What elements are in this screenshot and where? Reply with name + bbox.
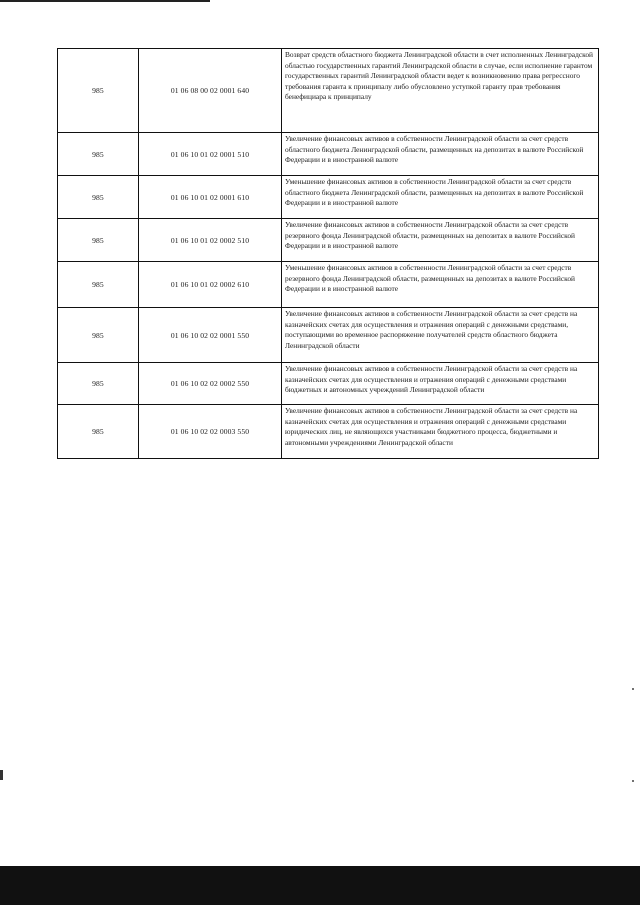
budget-codes-table	[57, 48, 599, 459]
admin-code-cell: 985	[58, 262, 139, 308]
table-row	[58, 219, 599, 262]
budget-classification-code-cell: 01 06 10 01 02 0002 610	[139, 262, 282, 308]
budget-classification-code-cell: 01 06 10 02 02 0003 550	[139, 405, 282, 459]
table-row	[58, 133, 599, 176]
description-cell: Уменьшение финансовых активов в собственности Ленинградской области за счет средств областного бюджета Ленинградской области, размещенных на депозитах в валюте Российской Федерации и в иностранной валюте	[282, 176, 599, 219]
scan-margin-mark	[0, 770, 3, 780]
description-cell: Увеличение финансовых активов в собственности Ленинградской области за счет средств областного бюджета Ленинградской области, размещенных на депозитах в валюте Российской Федерации и в иностранной валюте	[282, 133, 599, 176]
admin-code-cell: 985	[58, 133, 139, 176]
scan-top-rule	[0, 0, 210, 2]
table-row	[58, 176, 599, 219]
table-row	[58, 363, 599, 405]
description-cell: Увеличение финансовых активов в собственности Ленинградской области за счет средств на казначейских счетах для осуществления и отражения операций с денежными средствами юридических лиц, не являющихся участниками бюджетного процесса, бюджетными и автономными учреждениями Ленинградской области	[282, 405, 599, 459]
table-row	[58, 49, 599, 133]
scan-bottom-bar	[0, 866, 640, 905]
scan-speck	[632, 780, 634, 782]
admin-code-cell: 985	[58, 49, 139, 133]
description-cell: Уменьшение финансовых активов в собственности Ленинградской области за счет средств резервного фонда Ленинградской области, размещенных на депозитах в валюте Российской Федерации и в иностранной валюте	[282, 262, 599, 308]
description-cell: Возврат средств областного бюджета Ленинградской области в счет исполненных Ленинградской областью государственных гарантий Ленинградской области в случае, если исполнение гарантом государственных гарантий Ленинградской области ведет к возникновению права регрессного требования гаранта к принципалу либо обусловлено уступкой гаранту прав требования бенефициара к принципалу	[282, 49, 599, 133]
budget-classification-code-cell: 01 06 08 00 02 0001 640	[139, 49, 282, 133]
admin-code-cell: 985	[58, 308, 139, 363]
description-cell: Увеличение финансовых активов в собственности Ленинградской области за счет средств на казначейских счетах для осуществления и отражения операций с денежными средствами бюджетных и автономных учреждений Ленинградской области	[282, 363, 599, 405]
admin-code-cell: 985	[58, 219, 139, 262]
table-row	[58, 308, 599, 363]
budget-classification-code-cell: 01 06 10 02 02 0002 550	[139, 363, 282, 405]
budget-classification-code-cell: 01 06 10 01 02 0002 510	[139, 219, 282, 262]
table-row	[58, 405, 599, 459]
admin-code-cell: 985	[58, 405, 139, 459]
scan-speck	[632, 688, 634, 690]
budget-classification-code-cell: 01 06 10 01 02 0001 610	[139, 176, 282, 219]
description-cell: Увеличение финансовых активов в собственности Ленинградской области за счет средств резервного фонда Ленинградской области, размещенных на депозитах в валюте Российской Федерации и в иностранной валюте	[282, 219, 599, 262]
budget-classification-code-cell: 01 06 10 01 02 0001 510	[139, 133, 282, 176]
admin-code-cell: 985	[58, 363, 139, 405]
budget-classification-code-cell: 01 06 10 02 02 0001 550	[139, 308, 282, 363]
admin-code-cell: 985	[58, 176, 139, 219]
description-cell: Увеличение финансовых активов в собственности Ленинградской области за счет средств на казначейских счетах для осуществления и отражения операций с денежными средствами, поступающими во временное распоряжение получателей средств областного бюджета Ленинградской области	[282, 308, 599, 363]
table-row	[58, 262, 599, 308]
